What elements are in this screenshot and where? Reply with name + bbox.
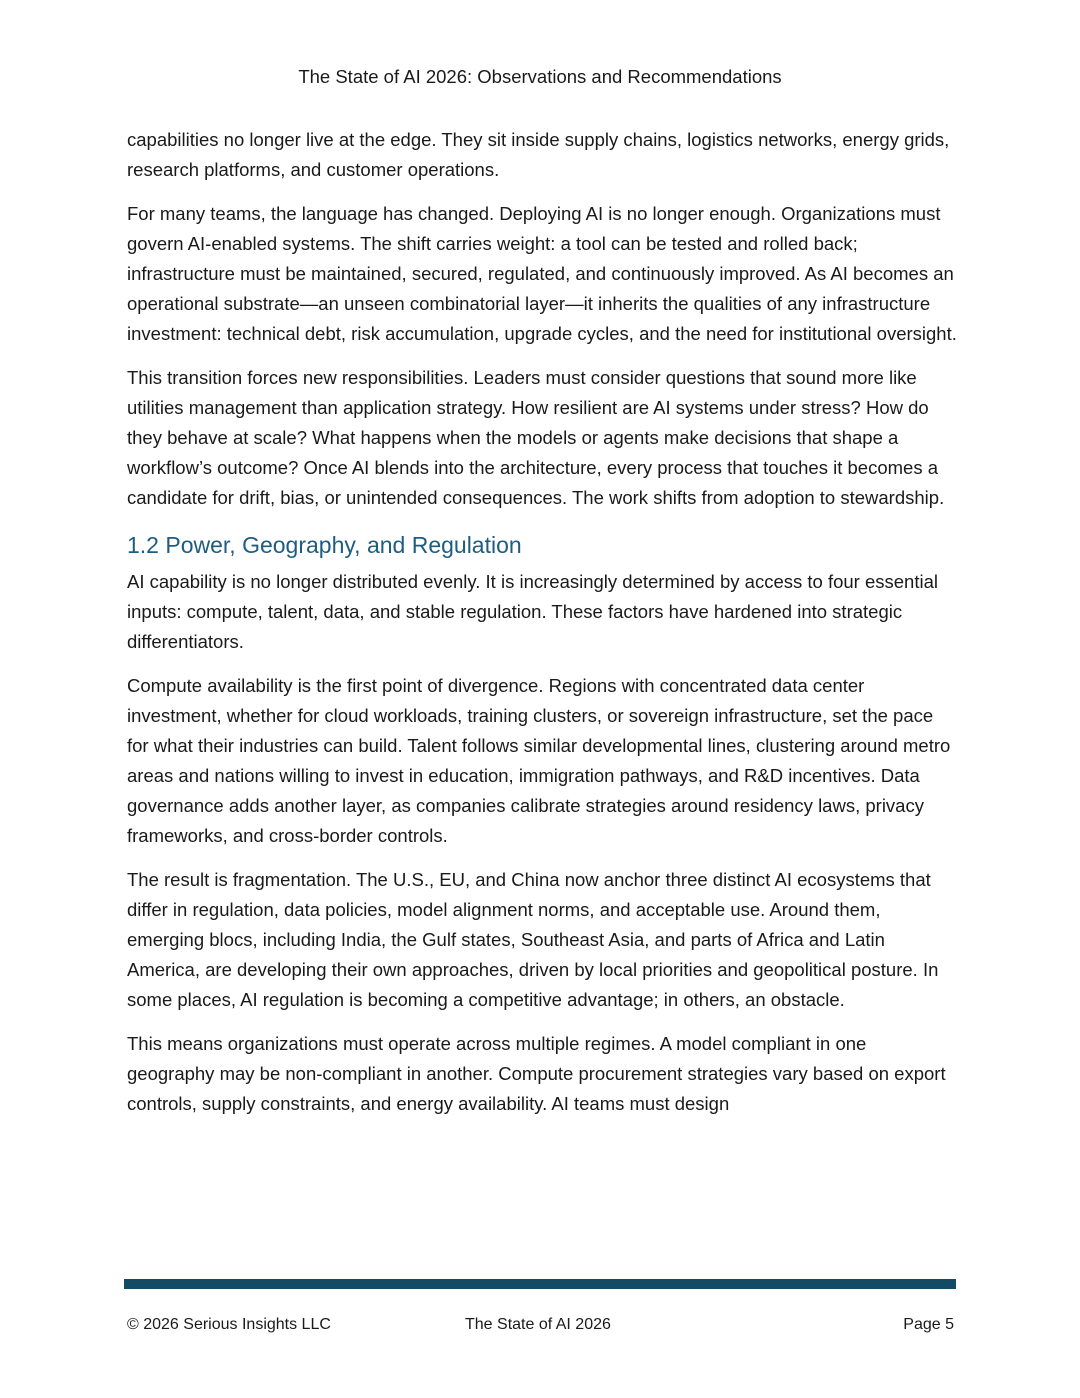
page-header-title: The State of AI 2026: Observations and Recommendations: [298, 66, 782, 87]
footer-divider: [124, 1279, 956, 1289]
body-paragraph: This transition forces new responsibilities. Leaders must consider questions that sound more like utilities management than application strategy. How resilient are AI systems under stress? How do they behave at scale? What happens when the models or agents make decisions that shape a workflow’s outcome? Once AI blends into the architecture, every process that touches it becomes a candidate for drift, bias, or unintended consequences. The work shifts from adoption to stewardship.: [127, 367, 945, 508]
section-heading: 1.2 Power, Geography, and Regulation: [127, 532, 522, 558]
body-paragraph: Compute availability is the first point of divergence. Regions with concentrated data center investment, whether for cloud workloads, training clusters, or sovereign infrastructure, set the pace for what their industries can build. Talent follows similar developmental lines, clustering around metro areas and nations willing to invest in education, immigration pathways, and R&D incentives. Data governance adds another layer, as companies calibrate strategies around residency laws, privacy frameworks, and cross-border controls.: [127, 675, 951, 846]
body-paragraph: AI capability is no longer distributed evenly. It is increasingly determined by access to four essential inputs: compute, talent, data, and stable regulation. These factors have hardened into strategic differentiators.: [127, 571, 938, 652]
footer-document-title: The State of AI 2026: [465, 1316, 611, 1333]
body-paragraph: This means organizations must operate across multiple regimes. A model compliant in one geography may be non-compliant in another. Compute procurement strategies vary based on export controls, supply constraints, and energy availability. AI teams must design: [127, 1033, 946, 1114]
body-paragraph: The result is fragmentation. The U.S., EU, and China now anchor three distinct AI ecosystems that differ in regulation, data policies, model alignment norms, and acceptable use. Around them, emerging blocs, including India, the Gulf states, Southeast Asia, and parts of Africa and Latin America, are developing their own approaches, driven by local priorities and geopolitical posture. In some places, AI regulation is becoming a competitive advantage; in others, an obstacle.: [127, 869, 939, 1010]
footer-copyright: © 2026 Serious Insights LLC: [127, 1316, 331, 1333]
footer-page-number: Page 5: [903, 1316, 954, 1333]
page-footer: [127, 1313, 954, 1337]
body-paragraph: capabilities no longer live at the edge. They sit inside supply chains, logistics networks, energy grids, research platforms, and customer operations.: [127, 129, 950, 180]
body-paragraph: For many teams, the language has changed. Deploying AI is no longer enough. Organizations must govern AI-enabled systems. The shift carries weight: a tool can be tested and rolled back; infrastructure must be maintained, secured, regulated, and continuously improved. As AI becomes an operational substrate—an unseen combinatorial layer—it inherits the qualities of any infrastructure investment: technical debt, risk accumulation, upgrade cycles, and the need for institutional oversight.: [127, 203, 957, 344]
document-body: [127, 125, 957, 1133]
